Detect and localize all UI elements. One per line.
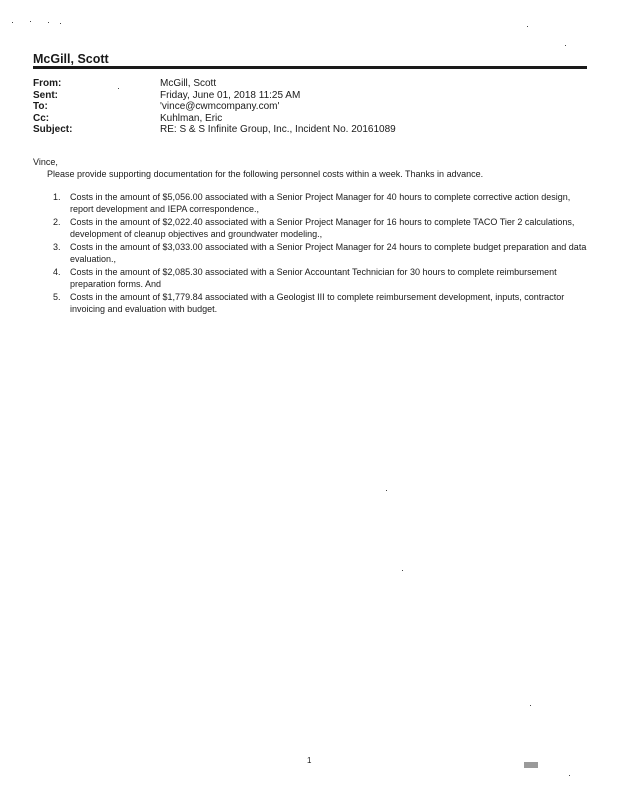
scan-speck [118, 88, 119, 89]
list-item [33, 267, 593, 290]
header-row-cc [33, 113, 593, 125]
scan-speck [48, 22, 49, 23]
subject-value: RE: S & S Infinite Group, Inc., Incident No. 20161089 [160, 124, 396, 135]
list-item-number: 1. [53, 192, 61, 202]
list-item [33, 192, 593, 215]
scan-speck [60, 23, 61, 24]
scan-speck [569, 775, 570, 776]
list-item-number: 3. [53, 242, 61, 252]
header-row-from [33, 78, 593, 90]
scan-stamp-mark [524, 762, 538, 768]
list-item [33, 292, 593, 315]
list-item-text: Costs in the amount of $2,022.40 associated with a Senior Project Manager for 16 hours to complete TACO Tier 2 calculations, development of cleanup objectives and groundwater modeling., [70, 217, 575, 239]
cost-items-list [33, 192, 593, 315]
cc-label: Cc: [33, 112, 50, 124]
salutation: Vince, [33, 157, 58, 167]
intro-paragraph: Please provide supporting documentation for the following personnel costs within a week. Thanks in advance. [47, 168, 484, 179]
list-item [33, 242, 593, 265]
scan-speck [386, 490, 387, 491]
email-header-block [33, 78, 593, 136]
list-item-text: Costs in the amount of $1,779.84 associated with a Geologist III to complete reimbursement development, inputs, contractor invoicing and evaluation with budget. [70, 292, 565, 314]
sent-value: Friday, June 01, 2018 11:25 AM [160, 89, 301, 101]
heading-divider [33, 66, 587, 69]
scan-speck [30, 21, 31, 22]
list-item-number: 5. [53, 292, 61, 302]
scan-speck [402, 570, 403, 571]
sender-name-heading: McGill, Scott [33, 52, 109, 66]
list-item-text: Costs in the amount of $2,085.30 associated with a Senior Accountant Technician for 30 hours to complete reimbursement preparation forms. And [70, 267, 557, 289]
sent-label: Sent: [33, 89, 58, 101]
scan-speck [530, 705, 531, 706]
list-item-text: Costs in the amount of $3,033.00 associated with a Senior Project Manager for 24 hours to complete budget preparation and data evaluation., [70, 242, 587, 264]
cc-value: Kuhlman, Eric [160, 112, 223, 124]
list-item [33, 217, 593, 240]
email-body [33, 157, 593, 317]
to-label: To: [33, 101, 48, 112]
from-value: McGill, Scott [160, 78, 217, 89]
list-item-text: Costs in the amount of $5,056.00 associated with a Senior Project Manager for 40 hours to complete corrective action design, report development and IEPA correspondence., [70, 192, 571, 214]
scan-speck [565, 45, 566, 46]
scan-speck [527, 26, 528, 27]
list-item-number: 2. [53, 217, 61, 227]
scan-speck [12, 22, 13, 23]
to-value: 'vince@cwmcompany.com' [160, 101, 280, 112]
header-row-sent [33, 90, 593, 102]
subject-label: Subject: [33, 124, 73, 135]
from-label: From: [33, 78, 62, 89]
list-item-number: 4. [53, 267, 61, 277]
page-number: 1 [307, 756, 312, 765]
header-row-subject [33, 124, 593, 136]
header-row-to [33, 101, 593, 113]
